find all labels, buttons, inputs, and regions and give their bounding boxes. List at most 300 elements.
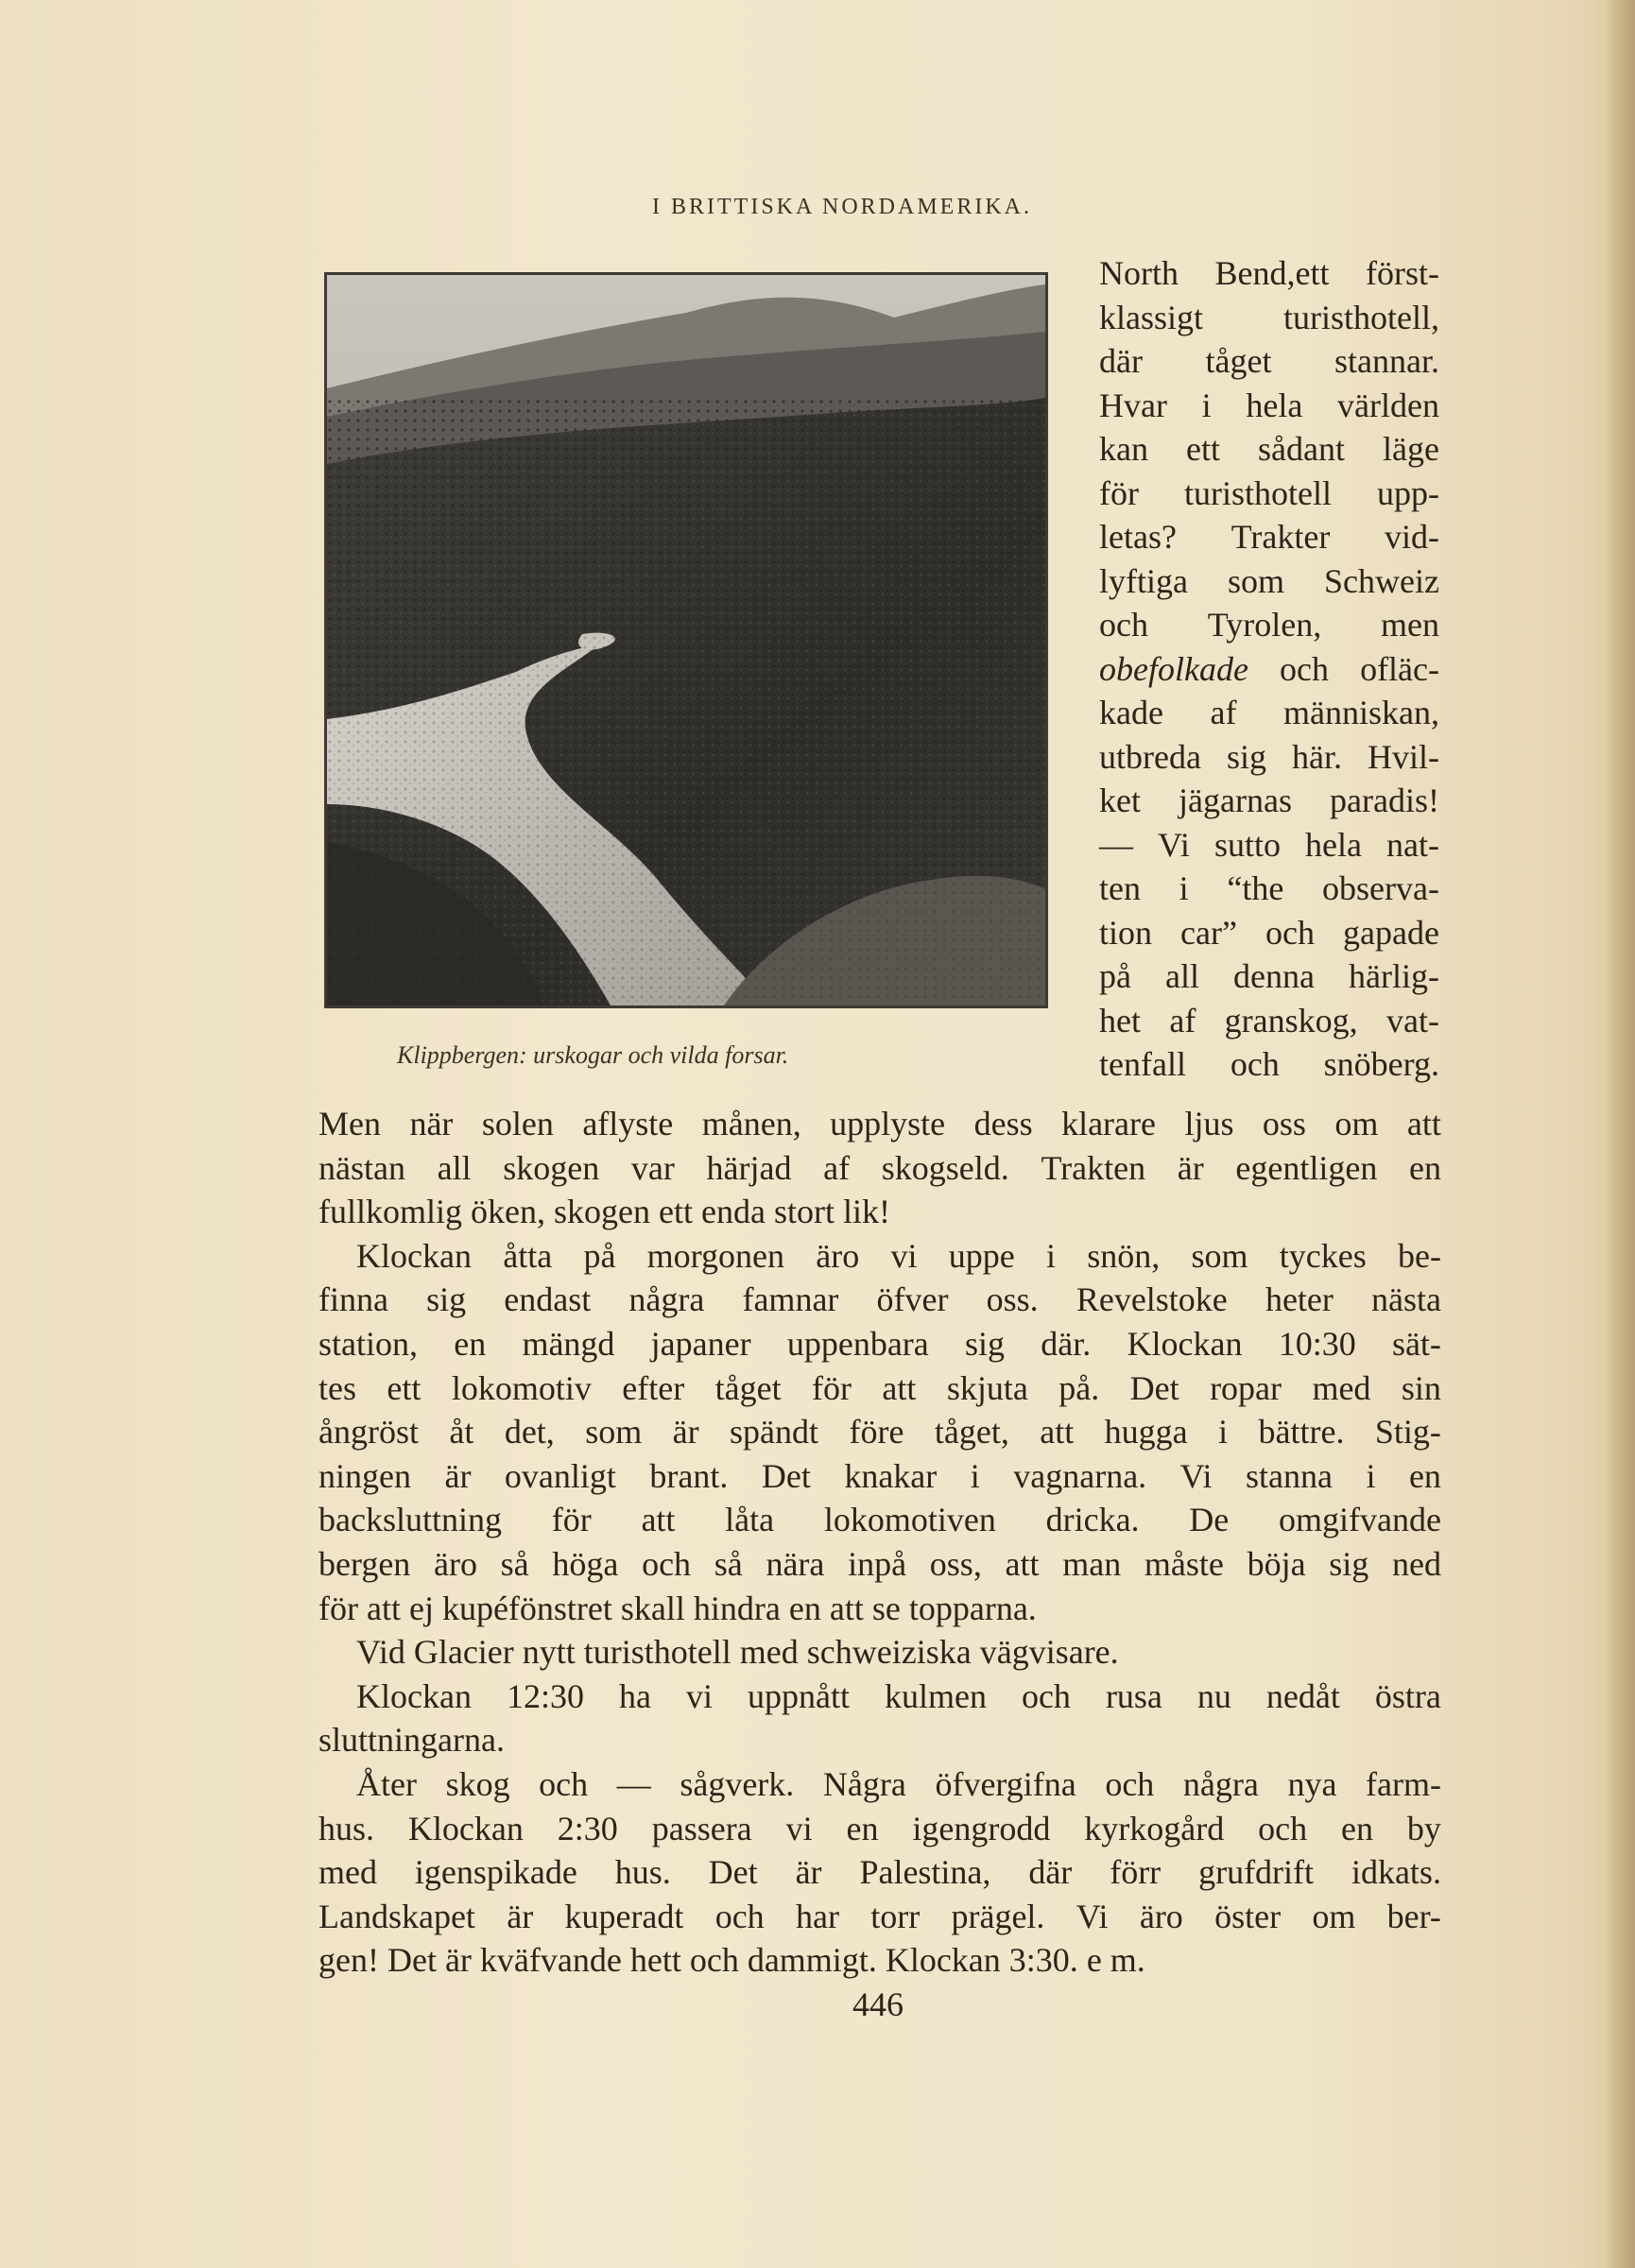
word: solen xyxy=(481,1105,554,1143)
word: i xyxy=(1179,869,1189,907)
word: station, xyxy=(318,1324,418,1363)
word: Tyrolen, xyxy=(1207,606,1322,644)
word: dammigt. xyxy=(747,1941,886,1980)
word: paradis! xyxy=(1330,782,1439,819)
word: stanna xyxy=(1246,1456,1333,1495)
word: backsluttning xyxy=(318,1501,502,1539)
word: vi xyxy=(890,1236,918,1275)
word: för xyxy=(1099,473,1139,512)
word: månen, xyxy=(701,1105,801,1143)
word: sutto xyxy=(1213,825,1281,864)
word: farm- xyxy=(1366,1764,1441,1803)
word: lik! xyxy=(842,1193,890,1231)
word: Schweiz xyxy=(1324,561,1439,600)
word: Bend,ett xyxy=(1214,254,1330,292)
word: vat- xyxy=(1386,1001,1439,1040)
word: som xyxy=(1228,561,1285,600)
word: nytt xyxy=(522,1633,584,1672)
word: oss, xyxy=(929,1544,982,1583)
word: knakar xyxy=(844,1456,938,1495)
word: Trakten xyxy=(1041,1148,1146,1187)
word: tes xyxy=(318,1368,356,1407)
word: där xyxy=(1028,1853,1073,1892)
side-column-line xyxy=(1099,867,1439,911)
word: hus. xyxy=(318,1809,375,1847)
word: Klockan xyxy=(356,1236,472,1275)
body-line xyxy=(318,1850,1441,1895)
body-line xyxy=(318,1102,1441,1146)
word: men xyxy=(1381,606,1439,644)
word: och xyxy=(1105,1764,1155,1803)
word: uppe xyxy=(948,1236,1015,1275)
word: på. xyxy=(1058,1368,1100,1407)
word: aflyste xyxy=(582,1105,674,1143)
word: 12:30 xyxy=(506,1676,584,1715)
body-line xyxy=(318,1587,1441,1631)
word: kyrkogård xyxy=(1084,1809,1225,1847)
word: i xyxy=(970,1456,980,1495)
side-column-line xyxy=(1099,559,1439,604)
word: uppenbara xyxy=(786,1324,929,1363)
word: ångröst xyxy=(318,1413,419,1452)
word: rusa xyxy=(1105,1676,1162,1715)
word: — xyxy=(1099,825,1133,864)
body-line xyxy=(318,1234,1441,1279)
word: tåget xyxy=(714,1368,782,1407)
word: där. xyxy=(1041,1324,1092,1363)
word: en xyxy=(1408,1456,1441,1495)
body-line xyxy=(318,1322,1441,1366)
body-line xyxy=(318,1278,1441,1322)
side-column-line xyxy=(1099,691,1439,735)
word: Men xyxy=(318,1105,381,1143)
word: nära xyxy=(766,1544,825,1583)
side-column-line xyxy=(1099,647,1439,692)
word: var xyxy=(630,1148,675,1187)
word: läge xyxy=(1383,430,1439,468)
word: Det xyxy=(708,1853,758,1892)
word: östra xyxy=(1374,1676,1441,1715)
word: ha xyxy=(618,1676,651,1715)
word: “the xyxy=(1227,869,1284,907)
word: så xyxy=(500,1544,529,1583)
word: se xyxy=(871,1589,909,1627)
word: hindra xyxy=(693,1589,789,1627)
word: att xyxy=(1040,1413,1075,1452)
word: och xyxy=(714,1897,765,1935)
word: Vi xyxy=(1179,1456,1213,1495)
side-column-line xyxy=(1099,339,1439,384)
word: Hvar xyxy=(1099,386,1167,424)
word: ofläc- xyxy=(1360,649,1439,688)
word: Åter xyxy=(356,1764,417,1803)
word: att xyxy=(829,1589,872,1627)
word: morgonen xyxy=(646,1236,784,1275)
word: att xyxy=(882,1368,917,1407)
word: ovanligt xyxy=(504,1456,616,1495)
word: brant. xyxy=(649,1456,729,1495)
body-line xyxy=(318,1146,1441,1191)
word: upp- xyxy=(1376,473,1439,512)
word: m. xyxy=(1110,1941,1145,1980)
word: car” xyxy=(1180,913,1237,952)
word: tåget xyxy=(1205,342,1272,380)
word: Vi xyxy=(1158,825,1190,864)
word: denna xyxy=(1233,957,1315,995)
word: be- xyxy=(1397,1236,1441,1275)
word: vägvisare. xyxy=(979,1633,1119,1672)
word: gen! xyxy=(318,1941,387,1980)
body-line xyxy=(318,1498,1441,1542)
word: lyftiga xyxy=(1099,561,1188,600)
word: granskog, xyxy=(1224,1001,1358,1040)
word: kuperadt xyxy=(564,1897,684,1935)
word: hugga xyxy=(1104,1413,1188,1452)
word: där xyxy=(1099,342,1143,380)
word: egentligen xyxy=(1235,1148,1378,1187)
word: äro xyxy=(1139,1897,1183,1935)
word: låta xyxy=(725,1501,775,1539)
word: ropar xyxy=(1210,1368,1282,1407)
word: åt xyxy=(449,1413,474,1452)
word: Revelstoke xyxy=(1076,1280,1228,1319)
word: bergen xyxy=(318,1544,411,1583)
word: vi xyxy=(785,1809,813,1847)
word: igenspikade xyxy=(414,1853,577,1892)
word: för xyxy=(551,1501,592,1539)
word: måste xyxy=(1144,1544,1224,1583)
body-line xyxy=(318,1762,1441,1807)
word: topparna. xyxy=(908,1589,1037,1627)
word: några xyxy=(628,1280,705,1319)
word: sig xyxy=(426,1280,467,1319)
side-column-line xyxy=(1099,735,1439,780)
word: — xyxy=(616,1764,651,1803)
word: utbreda xyxy=(1099,737,1201,776)
word: jägarnas xyxy=(1179,782,1292,819)
word: äro xyxy=(816,1236,860,1275)
word: Vid xyxy=(356,1633,414,1672)
word: bättre. xyxy=(1258,1413,1345,1452)
word: kan xyxy=(1099,430,1148,468)
word: sig xyxy=(1226,737,1266,776)
word: ket xyxy=(1099,782,1141,819)
word: som xyxy=(1191,1236,1248,1275)
word: ett xyxy=(387,1368,422,1407)
word: hus. xyxy=(614,1853,671,1892)
word: af xyxy=(1210,694,1237,731)
word: att xyxy=(641,1501,676,1539)
word: i xyxy=(1045,1236,1056,1275)
word: och xyxy=(1280,649,1329,688)
word: det, xyxy=(504,1413,555,1452)
word: en xyxy=(454,1324,487,1363)
word: enda xyxy=(700,1193,774,1231)
word: för xyxy=(812,1368,852,1407)
word: gapade xyxy=(1343,913,1439,952)
word: Vi xyxy=(1076,1897,1109,1935)
body-line xyxy=(318,1718,1441,1762)
word: skog xyxy=(445,1764,510,1803)
word: af xyxy=(1169,1001,1196,1040)
word: finna xyxy=(318,1280,388,1319)
word: öfver xyxy=(876,1280,949,1319)
side-column-line xyxy=(1099,779,1439,823)
body-line xyxy=(318,1630,1441,1675)
word: med xyxy=(739,1633,807,1672)
word: North xyxy=(1099,254,1179,292)
word: Klockan xyxy=(356,1676,472,1715)
word: Stig- xyxy=(1374,1413,1441,1452)
word: härlig- xyxy=(1349,957,1439,995)
word: nat- xyxy=(1386,825,1439,864)
word: sluttningarna. xyxy=(318,1721,505,1760)
word: för xyxy=(318,1589,367,1627)
word: obefolkade xyxy=(1099,649,1248,688)
word: och xyxy=(1230,1045,1280,1083)
word: om xyxy=(1334,1105,1379,1143)
word: uppnått xyxy=(747,1676,850,1715)
word: japaner xyxy=(650,1324,751,1363)
word: Några xyxy=(822,1764,906,1803)
word: e xyxy=(1086,1941,1110,1980)
word: ej xyxy=(408,1589,442,1627)
word: skall xyxy=(620,1589,694,1627)
word: på xyxy=(583,1236,616,1275)
side-column-line xyxy=(1099,603,1439,647)
word: öken, xyxy=(471,1193,554,1231)
word: stannar. xyxy=(1334,342,1439,380)
word: ned xyxy=(1392,1544,1441,1583)
word: är xyxy=(444,1941,480,1980)
word: kulmen xyxy=(884,1676,987,1715)
word: före xyxy=(849,1413,904,1452)
word: höga xyxy=(552,1544,619,1583)
word: turisthotell xyxy=(1183,473,1332,512)
word: är xyxy=(795,1853,822,1892)
word: turisthotell, xyxy=(1283,298,1439,336)
word: omgifvande xyxy=(1279,1501,1441,1539)
word: oss xyxy=(1262,1105,1306,1143)
word: ett xyxy=(658,1193,701,1231)
word: letas? xyxy=(1099,518,1177,556)
word: nya xyxy=(1287,1764,1337,1803)
word: i xyxy=(1366,1456,1376,1495)
word: först- xyxy=(1366,254,1439,292)
word: oss. xyxy=(986,1280,1039,1319)
running-head: I BRITTISKA NORDAMERIKA. xyxy=(652,195,1032,219)
side-column-text xyxy=(1099,251,1439,1087)
word: 10:30 xyxy=(1278,1324,1356,1363)
word: härjad xyxy=(706,1148,792,1187)
word: med xyxy=(1312,1368,1371,1407)
word: Det xyxy=(387,1941,445,1980)
word: snöberg. xyxy=(1323,1045,1439,1083)
word: dess xyxy=(973,1105,1033,1143)
body-line xyxy=(318,1675,1441,1719)
word: skogen xyxy=(553,1193,659,1231)
word: äro xyxy=(434,1544,477,1583)
word: dricka. xyxy=(1045,1501,1140,1539)
side-column-line xyxy=(1099,1042,1439,1087)
word: en xyxy=(788,1589,830,1627)
word: klarare xyxy=(1061,1105,1156,1143)
word: endast xyxy=(504,1280,592,1319)
word: en xyxy=(846,1809,879,1847)
word: sig xyxy=(965,1324,1006,1363)
word: efter xyxy=(622,1368,685,1407)
word: Klockan xyxy=(885,1941,1009,1980)
side-column-line xyxy=(1099,911,1439,955)
word: så xyxy=(714,1544,743,1583)
word: att xyxy=(1005,1544,1040,1583)
word: i xyxy=(1218,1413,1229,1452)
side-column-line xyxy=(1099,427,1439,472)
word: Landskapet xyxy=(318,1897,475,1935)
body-line xyxy=(318,1895,1441,1939)
word: med xyxy=(318,1853,377,1892)
word: ber- xyxy=(1386,1897,1441,1935)
word: hela xyxy=(1246,386,1303,424)
word: åtta xyxy=(503,1236,553,1275)
word: vi xyxy=(685,1676,713,1715)
word: turisthotell xyxy=(583,1633,740,1672)
landscape-photo xyxy=(324,272,1048,1008)
word: hett xyxy=(629,1941,690,1980)
word: grufdrift xyxy=(1198,1853,1315,1892)
word: af xyxy=(823,1148,851,1187)
word: klassigt xyxy=(1099,298,1204,336)
word: Klockan xyxy=(407,1809,524,1847)
word: om xyxy=(1312,1897,1356,1935)
word: tyckes xyxy=(1279,1236,1367,1275)
word: man xyxy=(1062,1544,1122,1583)
side-column-line xyxy=(1099,823,1439,868)
word: torr xyxy=(870,1897,921,1935)
word: kväfvande xyxy=(479,1941,630,1980)
word: sig xyxy=(1329,1544,1369,1583)
word: och xyxy=(1265,913,1315,952)
word: Det xyxy=(1129,1368,1179,1407)
word: nu xyxy=(1196,1676,1231,1715)
word: är xyxy=(1177,1148,1204,1187)
word: och xyxy=(1258,1809,1308,1847)
side-column-line xyxy=(1099,384,1439,428)
word: är xyxy=(507,1897,534,1935)
body-text xyxy=(318,1102,1441,1983)
word: förr xyxy=(1110,1853,1162,1892)
word: prägel. xyxy=(951,1897,1045,1935)
word: ningen xyxy=(318,1456,411,1495)
body-line xyxy=(318,1542,1441,1587)
word: 2:30 xyxy=(557,1809,618,1847)
word: i xyxy=(1201,386,1212,424)
word: världen xyxy=(1337,386,1439,424)
word: Palestina, xyxy=(859,1853,991,1892)
word: kupéfönstret xyxy=(441,1589,621,1627)
word: som xyxy=(585,1413,643,1452)
word: mängd xyxy=(522,1324,615,1363)
side-column-line xyxy=(1099,472,1439,516)
word: ett xyxy=(1186,430,1220,468)
body-line xyxy=(318,1410,1441,1454)
word: en xyxy=(1341,1809,1374,1847)
word: sin xyxy=(1401,1368,1441,1407)
word: öster xyxy=(1214,1897,1282,1935)
word: schweiziska xyxy=(806,1633,980,1672)
word: Hvil- xyxy=(1368,737,1439,776)
word: igengrodd xyxy=(912,1809,1051,1847)
word: observa- xyxy=(1322,869,1439,907)
side-column-line xyxy=(1099,515,1439,559)
body-line xyxy=(318,1807,1441,1851)
word: tenfall xyxy=(1099,1045,1186,1083)
page-number: 446 xyxy=(852,1985,904,2023)
word: tion xyxy=(1099,913,1153,952)
word: här. xyxy=(1292,737,1342,776)
word: ten xyxy=(1099,869,1141,907)
photo-illustration xyxy=(327,275,1045,1005)
word: när xyxy=(409,1105,454,1143)
word: by xyxy=(1406,1809,1441,1847)
word: nedåt xyxy=(1265,1676,1340,1715)
word: idkats. xyxy=(1351,1853,1441,1892)
word: och xyxy=(539,1764,589,1803)
word: ljus xyxy=(1184,1105,1234,1143)
word: lokomotiven xyxy=(823,1501,996,1539)
word: passera xyxy=(651,1809,752,1847)
figure-caption: Klippbergen: urskogar och vilda forsar. xyxy=(397,1041,789,1069)
word: skjuta xyxy=(946,1368,1028,1407)
word: är xyxy=(672,1413,699,1452)
word: har xyxy=(795,1897,839,1935)
word: kade xyxy=(1099,694,1163,731)
word: spändt xyxy=(730,1413,819,1452)
word: skogen xyxy=(503,1148,600,1187)
word: öfvergifna xyxy=(935,1764,1076,1803)
word: och xyxy=(689,1941,748,1980)
word: är xyxy=(444,1456,472,1495)
word: nästa xyxy=(1371,1280,1441,1319)
word: att xyxy=(1406,1105,1441,1143)
body-line xyxy=(318,1454,1441,1499)
word: böja xyxy=(1247,1544,1306,1583)
word: De xyxy=(1189,1501,1230,1539)
word: och xyxy=(1021,1676,1071,1715)
body-line xyxy=(318,1190,1441,1234)
word: het xyxy=(1099,1001,1141,1040)
word: sät- xyxy=(1391,1324,1441,1363)
word: all xyxy=(437,1148,472,1187)
word: Det xyxy=(761,1456,811,1495)
word: 3:30. xyxy=(1008,1941,1087,1980)
word: några xyxy=(1182,1764,1259,1803)
word: hela xyxy=(1305,825,1362,864)
word: stort xyxy=(773,1193,843,1231)
word: vid- xyxy=(1385,518,1439,556)
word: snön, xyxy=(1087,1236,1161,1275)
word: sådant xyxy=(1258,430,1345,468)
word: att xyxy=(366,1589,409,1627)
side-column-line xyxy=(1099,251,1439,296)
body-line xyxy=(318,1366,1441,1411)
side-column-line xyxy=(1099,999,1439,1043)
word: skogseld. xyxy=(881,1148,1009,1187)
word: nästan xyxy=(318,1148,405,1187)
word: fullkomlig xyxy=(318,1193,471,1231)
word: Glacier xyxy=(413,1633,523,1672)
word: sågverk. xyxy=(680,1764,795,1803)
